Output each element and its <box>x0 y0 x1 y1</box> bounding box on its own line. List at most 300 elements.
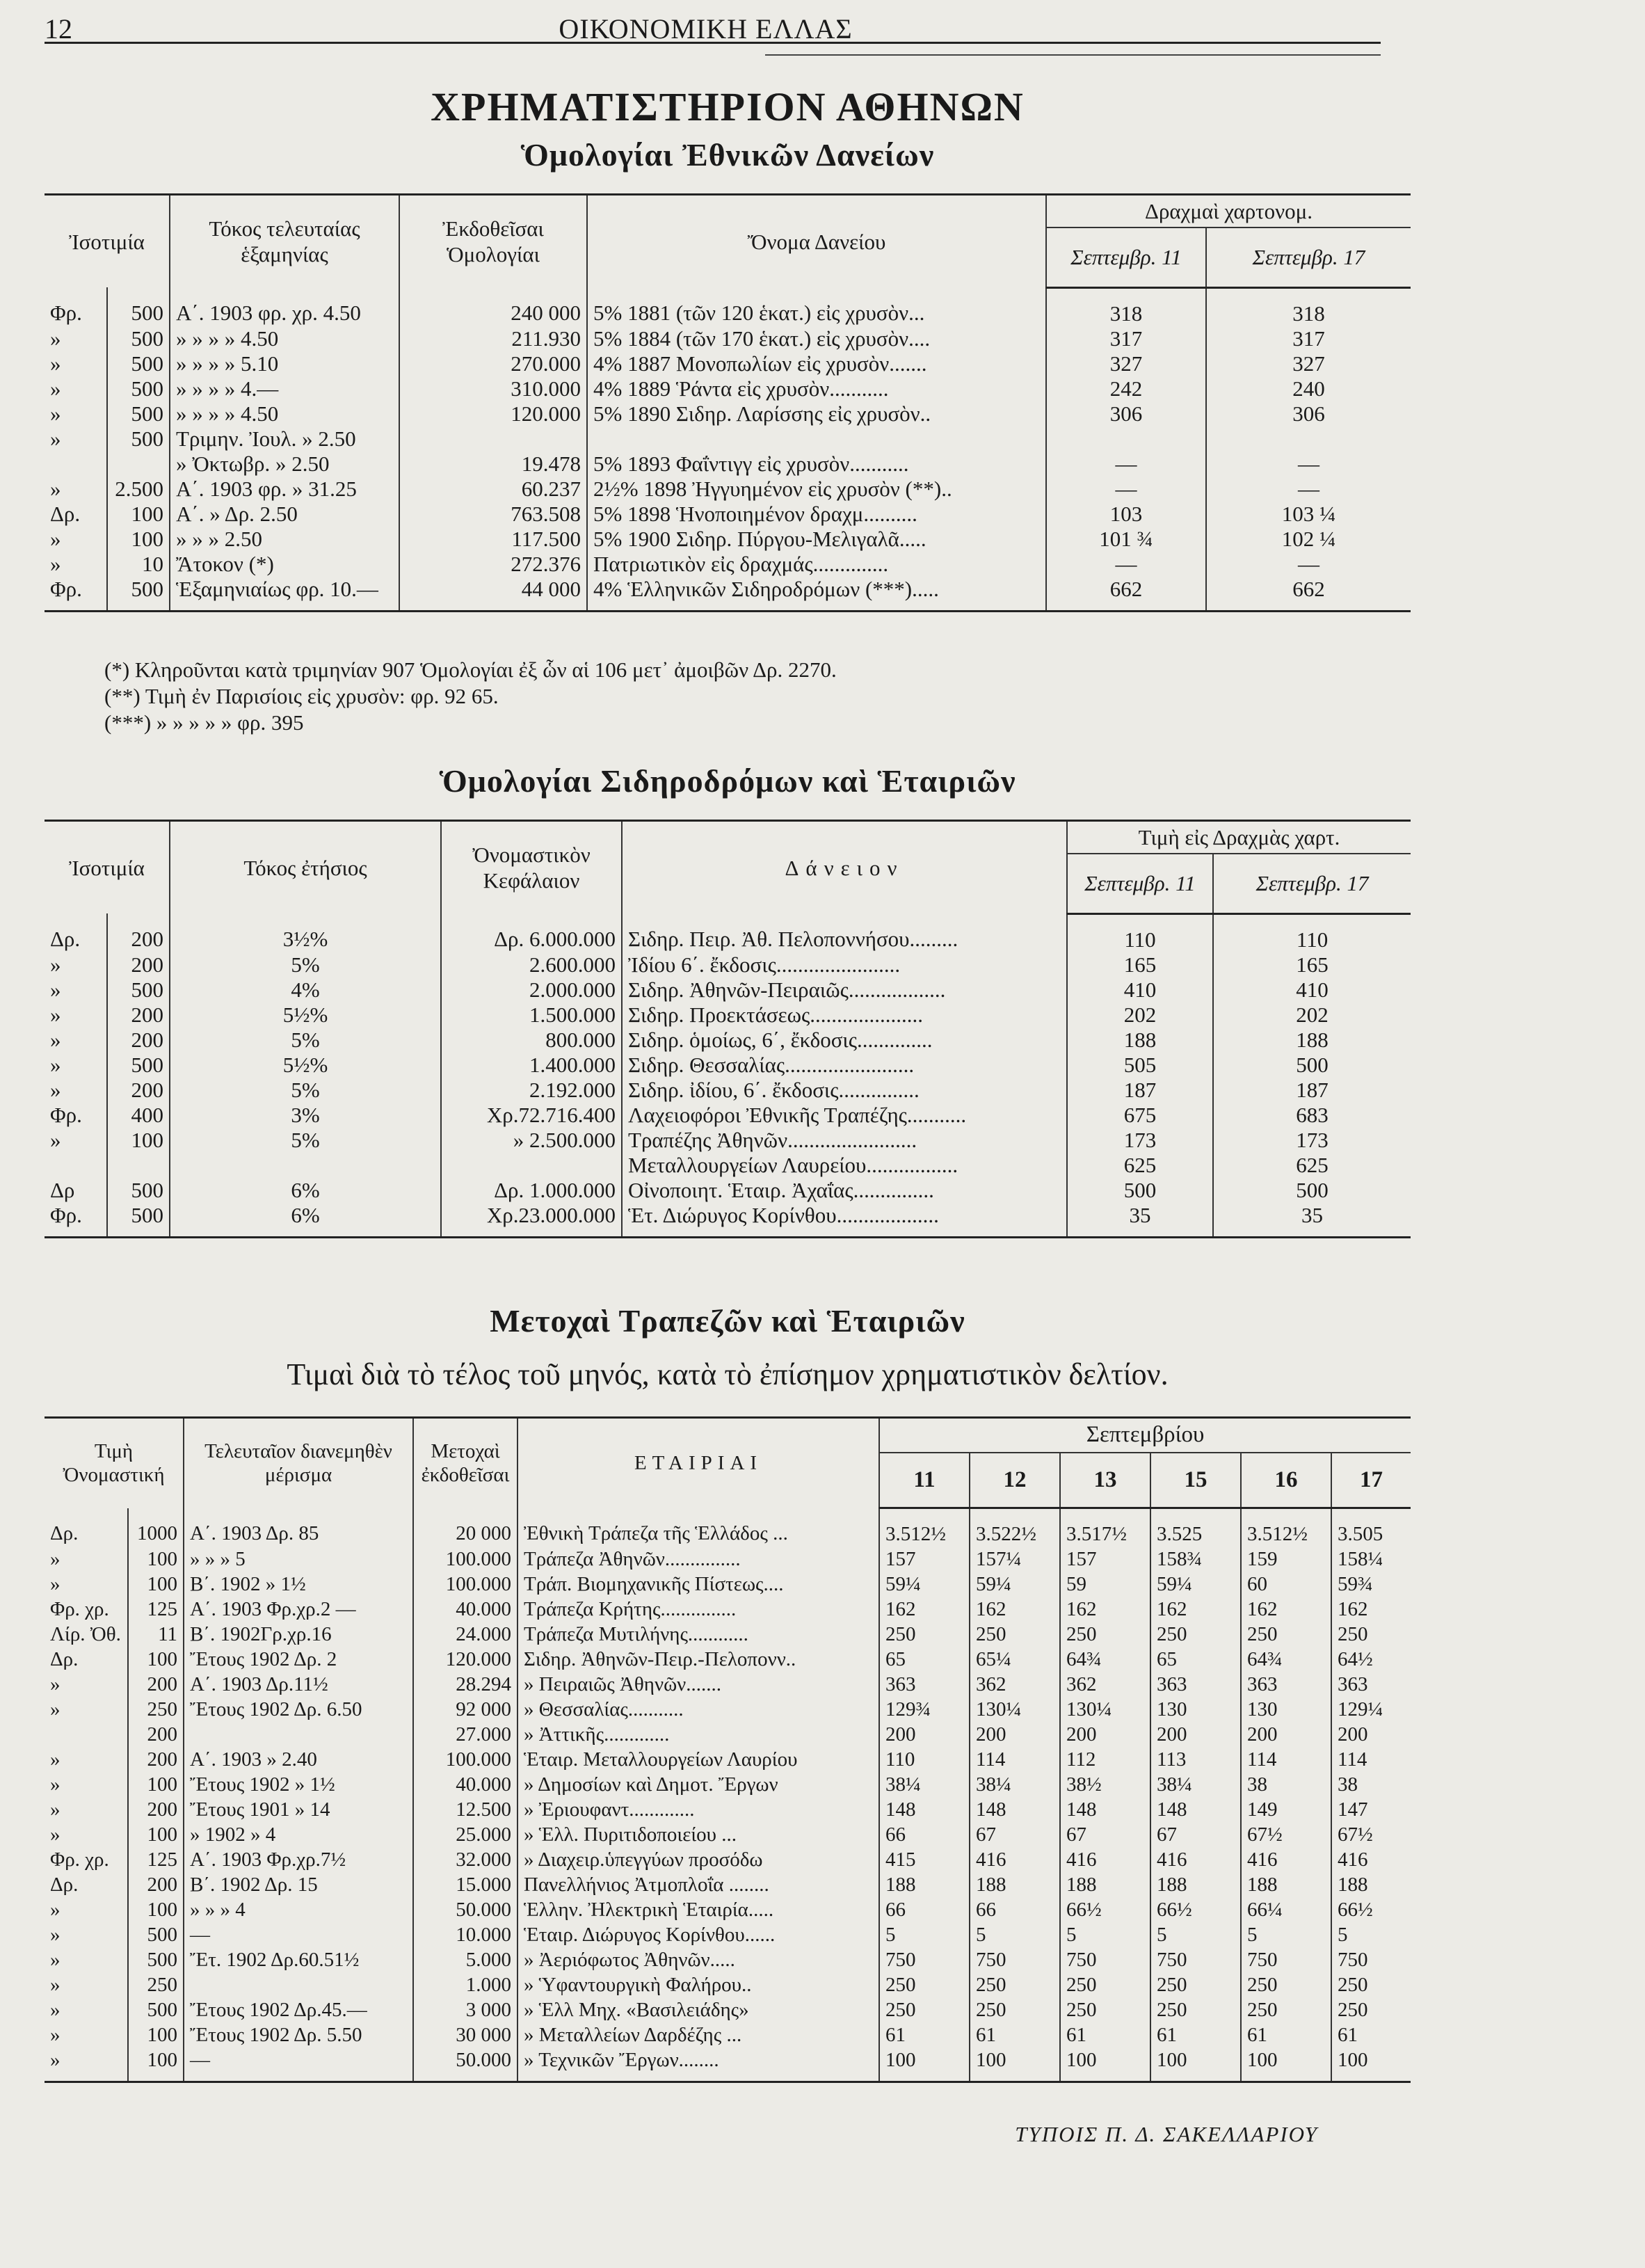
bonds-issued: 120.000 <box>399 401 587 426</box>
price-day: 5 <box>1241 1922 1331 1947</box>
currency: » <box>45 1697 128 1722</box>
company-name: Τράπεζα Ἀθηνῶν............... <box>517 1547 879 1572</box>
table-row <box>45 577 1411 612</box>
par-value: 200 <box>107 1003 170 1028</box>
price-day: 250 <box>1338 1623 1368 1646</box>
price-day: 250 <box>879 1622 970 1647</box>
table-row <box>45 1078 1411 1103</box>
price-day: 59 <box>1060 1572 1150 1597</box>
nominal-value: 200 <box>128 1797 184 1822</box>
coupon: » » » » 4.50 <box>170 326 399 351</box>
currency: » <box>45 351 107 376</box>
nominal-value: 1000 <box>128 1508 184 1547</box>
price-day: 66½ <box>1150 1897 1241 1922</box>
bonds-issued: 763.508 <box>399 502 587 527</box>
price-day: 61 <box>1060 2022 1150 2047</box>
shares-issued: 100.000 <box>413 1747 517 1772</box>
shares-issued: 50.000 <box>413 1897 517 1922</box>
table-row <box>45 1672 1411 1697</box>
price-sep-11 <box>1046 426 1206 452</box>
price-day: 750 <box>1241 1947 1331 1972</box>
currency: » <box>45 426 107 452</box>
nominal-value: 500 <box>128 1947 184 1972</box>
header-group-september: Σεπτεμβρίου <box>879 1418 1411 1453</box>
table-row <box>45 913 1411 952</box>
last-dividend: Ἔτους 1901 » 14 <box>184 1797 413 1822</box>
price-day: 61 <box>1150 2022 1241 2047</box>
price-day: 38¼ <box>970 1772 1060 1797</box>
price-sep-11: 165 <box>1067 952 1213 977</box>
table-row <box>45 1597 1411 1622</box>
price-day: 5 <box>1338 1924 1348 1947</box>
company-name: » Μεταλλείων Δαρδέζης ... <box>517 2022 879 2047</box>
price-day: 250 <box>1060 1622 1150 1647</box>
table-row <box>45 401 1411 426</box>
price-sep-11: 306 <box>1046 401 1206 426</box>
price-day: 416 <box>1150 1847 1241 1872</box>
price-sep-17 <box>1206 426 1411 452</box>
price-day: 66½ <box>1338 1899 1373 1922</box>
price-day: 130¼ <box>1060 1697 1150 1722</box>
price-day: 149 <box>1241 1797 1331 1822</box>
price-day: 250 <box>970 1997 1060 2022</box>
loan-name: Σιδηρ. Θεσσαλίας........................ <box>622 1053 1067 1078</box>
price-sep-17: 188 <box>1296 1027 1329 1052</box>
price-sep-17: 683 <box>1296 1102 1329 1127</box>
price-day: 100 <box>1241 2047 1331 2082</box>
shares-issued: 15.000 <box>413 1872 517 1897</box>
price-sep-17: 662 <box>1206 577 1411 612</box>
currency: » <box>45 1547 128 1572</box>
price-sep-11: — <box>1046 477 1206 502</box>
par-value: 500 <box>107 351 170 376</box>
price-sep-11: 327 <box>1046 351 1206 376</box>
shares-issued: 10.000 <box>413 1922 517 1947</box>
annual-interest: 5% <box>170 1028 441 1053</box>
price-day: 112 <box>1060 1747 1150 1772</box>
par-value: 200 <box>107 1028 170 1053</box>
par-value: 100 <box>107 502 170 527</box>
shares-issued: 50.000 <box>413 2047 517 2082</box>
price-day: 67 <box>1060 1822 1150 1847</box>
price-day: 100 <box>970 2047 1060 2082</box>
price-day: 5 <box>1150 1922 1241 1947</box>
price-day: 64¾ <box>1060 1647 1150 1672</box>
price-day: 114 <box>1338 1748 1367 1771</box>
last-dividend: Α΄. 1903 » 2.40 <box>184 1747 413 1772</box>
nominal-value: 125 <box>128 1847 184 1872</box>
table-row <box>45 1647 1411 1672</box>
loan-name: 5% 1884 (τῶν 170 ἑκατ.) εἰς χρυσὸν.... <box>587 326 1046 351</box>
price-sep-17: 35 <box>1213 1203 1411 1238</box>
price-day: 416 <box>1338 1848 1368 1871</box>
nominal-value: 250 <box>128 1972 184 1997</box>
currency: Δρ. <box>45 1647 128 1672</box>
company-name: » Τεχνικῶν Ἔργων........ <box>517 2047 879 2082</box>
price-sep-11: 500 <box>1067 1178 1213 1203</box>
price-day: 148 <box>970 1797 1060 1822</box>
last-dividend: » 1902 » 4 <box>184 1822 413 1847</box>
price-day: 158¾ <box>1150 1547 1241 1572</box>
nominal-value: 250 <box>128 1697 184 1722</box>
last-dividend: Ἔτους 1902 Δρ. 2 <box>184 1647 413 1672</box>
par-value: 500 <box>107 326 170 351</box>
nominal-value: 200 <box>128 1722 184 1747</box>
section-title-railway-bonds: Ὁμολογίαι Σιδηροδρόμων καὶ Ἑταιριῶν <box>439 763 1016 799</box>
price-day: 38¼ <box>879 1772 970 1797</box>
price-sep-11: 110 <box>1067 913 1213 952</box>
nominal-capital: 2.600.000 <box>441 952 622 977</box>
table-row <box>45 1897 1411 1922</box>
shares-issued: 32.000 <box>413 1847 517 1872</box>
price-day: 157 <box>1060 1547 1150 1572</box>
company-name: Ἐθνικὴ Τράπεζα τῆς Ἑλλάδος ... <box>517 1508 879 1547</box>
table-row <box>45 1572 1411 1597</box>
loan-name: Σιδηρ. ὁμοίως, 6΄, ἔκδοσις.............. <box>622 1028 1067 1053</box>
header-daneion: Δάνειον <box>622 821 1067 914</box>
table-row <box>45 1697 1411 1722</box>
price-sep-11: 101 ¾ <box>1046 527 1206 552</box>
price-sep-17: 327 <box>1292 351 1325 376</box>
price-sep-11: 662 <box>1046 577 1206 612</box>
table-row <box>45 1103 1411 1128</box>
table-row <box>45 952 1411 977</box>
price-day: 130 <box>1241 1697 1331 1722</box>
price-day: 65 <box>1150 1647 1241 1672</box>
currency: » <box>45 1822 128 1847</box>
loan-name: 5% 1890 Σιδηρ. Λαρίσσης εἰς χρυσὸν.. <box>587 401 1046 426</box>
header-date-11: Σεπτεμβρ. 11 <box>1046 227 1206 287</box>
price-day: 60 <box>1241 1572 1331 1597</box>
price-sep-17: 202 <box>1296 1002 1329 1027</box>
price-day: 38¼ <box>1150 1772 1241 1797</box>
price-day: 250 <box>1060 1972 1150 1997</box>
price-day: 250 <box>1150 1997 1241 2022</box>
table-row <box>45 1508 1411 1547</box>
loan-name: Σιδηρ. Ἀθηνῶν-Πειραιῶς.................. <box>622 977 1067 1003</box>
price-day: 3.512½ <box>879 1508 970 1547</box>
price-day: 157¼ <box>970 1547 1060 1572</box>
currency: Δρ <box>45 1178 107 1203</box>
price-day: 59¼ <box>879 1572 970 1597</box>
nominal-capital: Δρ. 6.000.000 <box>441 913 622 952</box>
page-title: ΧΡΗΜΑΤΙΣΤΗΡΙΟΝ ΑΘΗΝΩΝ <box>431 84 1025 129</box>
par-value: 400 <box>107 1103 170 1128</box>
nominal-value: 100 <box>128 2022 184 2047</box>
price-day: 113 <box>1150 1747 1241 1772</box>
price-sep-17: 625 <box>1296 1152 1329 1177</box>
last-dividend <box>184 1722 413 1747</box>
header-day: 15 <box>1150 1453 1241 1508</box>
table-row <box>45 502 1411 527</box>
currency: » <box>45 1772 128 1797</box>
price-day: 3.522½ <box>970 1508 1060 1547</box>
price-day: 130¼ <box>970 1697 1060 1722</box>
header-day: 16 <box>1241 1453 1331 1508</box>
price-day: 114 <box>970 1747 1060 1772</box>
shares-issued: 40.000 <box>413 1597 517 1622</box>
currency: Φρ. <box>45 287 107 326</box>
price-day: 66 <box>970 1897 1060 1922</box>
bonds-issued <box>399 426 587 452</box>
currency: » <box>45 477 107 502</box>
bonds-issued: 310.000 <box>399 376 587 401</box>
price-sep-17: 318 <box>1292 301 1325 326</box>
header-tokos: Τόκος ἐτήσιος <box>170 821 441 914</box>
table-row <box>45 1622 1411 1647</box>
price-day: 148 <box>1060 1797 1150 1822</box>
price-day: 250 <box>1241 1972 1331 1997</box>
coupon: Α΄. 1903 φρ. χρ. 4.50 <box>170 287 399 326</box>
currency: Φρ. <box>45 1103 107 1128</box>
annual-interest: 3½% <box>170 913 441 952</box>
table-row <box>45 477 1411 502</box>
price-day: 67 <box>970 1822 1060 1847</box>
table-row <box>45 552 1411 577</box>
bonds-issued: 60.237 <box>399 477 587 502</box>
company-name: » Θεσσαλίας........... <box>517 1697 879 1722</box>
currency: » <box>45 527 107 552</box>
price-sep-17: 410 <box>1296 977 1329 1002</box>
shares-issued: 25.000 <box>413 1822 517 1847</box>
company-name: » Ἑλλ. Πυριτιδοποιείου ... <box>517 1822 879 1847</box>
currency <box>45 452 107 477</box>
price-day: 250 <box>970 1622 1060 1647</box>
footnote: (***) » » » » » φρ. 395 <box>104 710 304 735</box>
last-dividend: Α΄. 1903 Φρ.χρ.7½ <box>184 1847 413 1872</box>
header-group: Τιμὴ εἰς Δραχμὰς χαρτ. <box>1067 821 1411 854</box>
last-dividend: Ἔτ. 1902 Δρ.60.51½ <box>184 1947 413 1972</box>
loan-name: 2½% 1898 Ἠγγυημένον εἰς χρυσὸν (**).. <box>587 477 1046 502</box>
currency <box>45 1153 107 1178</box>
price-day: 59¼ <box>970 1572 1060 1597</box>
page-number: 12 <box>45 13 72 45</box>
national-loans-table <box>45 193 1411 612</box>
currency: » <box>45 326 107 351</box>
price-day: 61 <box>1241 2022 1331 2047</box>
loan-name <box>587 426 1046 452</box>
table-row <box>45 1772 1411 1797</box>
footnotes <box>104 657 837 736</box>
annual-interest: 5% <box>170 1128 441 1153</box>
company-name: Πανελλήνιος Ἀτμοπλοΐα ........ <box>517 1872 879 1897</box>
annual-interest <box>170 1153 441 1178</box>
company-name: » Ὑφαντουργικὴ Φαλήρου.. <box>517 1972 879 1997</box>
loan-name: Τραπέζης Ἀθηνῶν........................ <box>622 1128 1067 1153</box>
company-name: » Διαχειρ.ὑπεγγύων προσόδω <box>517 1847 879 1872</box>
coupon: Τριμην. Ἰουλ. » 2.50 <box>170 426 399 452</box>
last-dividend: Ἔτους 1902 » 1½ <box>184 1772 413 1797</box>
par-value: 500 <box>107 577 170 612</box>
price-day: 750 <box>1338 1949 1368 1972</box>
header-etairiai: ΕΤΑΙΡΙΑΙ <box>517 1418 879 1508</box>
price-day: 162 <box>1338 1598 1368 1621</box>
price-sep-11: — <box>1046 452 1206 477</box>
price-day: 38 <box>1338 1773 1358 1796</box>
table-row <box>45 2047 1411 2082</box>
last-dividend: Ἔτους 1902 Δρ.45.— <box>184 1997 413 2022</box>
loan-name: Πατριωτικὸν εἰς δραχμάς.............. <box>587 552 1046 577</box>
table-row <box>45 527 1411 552</box>
coupon: Α΄. » Δρ. 2.50 <box>170 502 399 527</box>
table-row <box>45 2022 1411 2047</box>
annual-interest: 5% <box>170 1078 441 1103</box>
price-day: 158¼ <box>1338 1548 1383 1571</box>
price-day: 250 <box>970 1972 1060 1997</box>
currency: » <box>45 1028 107 1053</box>
nominal-value: 11 <box>128 1622 184 1647</box>
shares-issued: 100.000 <box>413 1547 517 1572</box>
price-day: 415 <box>879 1847 970 1872</box>
table-row <box>45 452 1411 477</box>
annual-interest: 4% <box>170 977 441 1003</box>
par-value <box>107 452 170 477</box>
currency: » <box>45 952 107 977</box>
company-name: Τράπεζα Μυτιλήνης............ <box>517 1622 879 1647</box>
annual-interest: 5½% <box>170 1053 441 1078</box>
company-name: » Ἀττικῆς............. <box>517 1722 879 1747</box>
running-title: ΟΙΚΟΝΟΜΙΚΗ ΕΛΛΑΣ <box>559 13 853 45</box>
price-day: 5 <box>970 1922 1060 1947</box>
currency: Φρ. χρ. <box>45 1597 128 1622</box>
currency: Δρ. <box>45 913 107 952</box>
currency: » <box>45 1947 128 1972</box>
header-rule-secondary <box>765 54 1381 56</box>
price-sep-17: 165 <box>1296 952 1329 977</box>
price-day: 3.512½ <box>1241 1508 1331 1547</box>
nominal-capital: Δρ. 1.000.000 <box>441 1178 622 1203</box>
nominal-value: 100 <box>128 1647 184 1672</box>
price-day: 38 <box>1241 1772 1331 1797</box>
price-sep-11: 187 <box>1067 1078 1213 1103</box>
last-dividend: » » » 4 <box>184 1897 413 1922</box>
currency: » <box>45 1128 107 1153</box>
shares-issued: 100.000 <box>413 1572 517 1597</box>
price-sep-11: 318 <box>1046 287 1206 326</box>
company-name: » Πειραιῶς Ἀθηνῶν....... <box>517 1672 879 1697</box>
price-day: 162 <box>879 1597 970 1622</box>
table-row <box>45 1872 1411 1897</box>
railway-bonds-table <box>45 820 1411 1238</box>
currency: Φρ. <box>45 1203 107 1238</box>
last-dividend: Α΄. 1903 Δρ. 85 <box>184 1508 413 1547</box>
loan-name: 4% Ἑλληνικῶν Σιδηροδρόμων (***)..... <box>587 577 1046 612</box>
price-day: 65 <box>879 1647 970 1672</box>
header-ekdothisai: Ἐκδοθεῖσαι Ὁμολογίαι <box>399 195 587 288</box>
header-timi: Τιμὴ Ὀνομαστική <box>45 1418 184 1508</box>
currency: » <box>45 1672 128 1697</box>
header-onoma: Ὄνομα Δανείου <box>587 195 1046 288</box>
shares-issued: 28.294 <box>413 1672 517 1697</box>
last-dividend: Β΄. 1902 » 1½ <box>184 1572 413 1597</box>
last-dividend: » » » 5 <box>184 1547 413 1572</box>
loan-name: Λαχειοφόροι Ἐθνικῆς Τραπέζης........... <box>622 1103 1067 1128</box>
bonds-issued: 270.000 <box>399 351 587 376</box>
price-day: 162 <box>1060 1597 1150 1622</box>
table-row <box>45 1053 1411 1078</box>
price-sep-17: 500 <box>1296 1177 1329 1202</box>
currency: Δρ. <box>45 1872 128 1897</box>
loan-name: 5% 1898 Ἡνοποιημένον δραχμ.......... <box>587 502 1046 527</box>
shares-issued: 30 000 <box>413 2022 517 2047</box>
price-day: 200 <box>1150 1722 1241 1747</box>
shares-issued: 12.500 <box>413 1797 517 1822</box>
bonds-issued: 117.500 <box>399 527 587 552</box>
currency: Φρ. <box>45 577 107 612</box>
price-day: 59¾ <box>1338 1573 1373 1596</box>
running-header <box>45 8 1367 50</box>
price-sep-17: — <box>1298 476 1320 501</box>
currency: » <box>45 401 107 426</box>
loan-name: 4% 1889 Ῥάντα εἰς χρυσὸν........... <box>587 376 1046 401</box>
table-row <box>45 1203 1411 1238</box>
nominal-capital: » 2.500.000 <box>441 1128 622 1153</box>
price-day: 750 <box>879 1947 970 1972</box>
price-sep-11: — <box>1046 552 1206 577</box>
table-row <box>45 1028 1411 1053</box>
loan-name: Οἰνοποιητ. Ἑταιρ. Ἀχαΐας............... <box>622 1178 1067 1203</box>
last-dividend: Ἔτους 1902 Δρ. 6.50 <box>184 1697 413 1722</box>
price-day: 67½ <box>1338 1823 1373 1846</box>
table-row <box>45 351 1411 376</box>
nominal-capital: 1.500.000 <box>441 1003 622 1028</box>
price-day: 188 <box>1338 1874 1368 1896</box>
header-day: 12 <box>970 1453 1060 1508</box>
par-value: 200 <box>107 952 170 977</box>
price-day: 200 <box>970 1722 1060 1747</box>
price-day: 66½ <box>1060 1897 1150 1922</box>
price-day: 250 <box>1060 1997 1150 2022</box>
shares-table <box>45 1416 1411 2083</box>
nominal-value: 100 <box>128 1822 184 1847</box>
shares-issued: 120.000 <box>413 1647 517 1672</box>
table-row <box>45 1922 1411 1947</box>
header-date-17: Σεπτεμβρ. 17 <box>1213 854 1411 913</box>
price-day: 5 <box>879 1922 970 1947</box>
nominal-value: 100 <box>128 1897 184 1922</box>
table-row <box>45 1747 1411 1772</box>
price-day: 200 <box>879 1722 970 1747</box>
table-row <box>45 1003 1411 1028</box>
price-day: 3.525 <box>1150 1508 1241 1547</box>
price-day: 65¼ <box>970 1647 1060 1672</box>
last-dividend: Β΄. 1902 Δρ. 15 <box>184 1872 413 1897</box>
header-metoxai: Μετοχαὶ ἐκδοθεῖσαι <box>413 1418 517 1508</box>
currency: » <box>45 552 107 577</box>
price-sep-17: — <box>1298 451 1320 476</box>
coupon: Α΄. 1903 φρ. » 31.25 <box>170 477 399 502</box>
last-dividend: Α΄. 1903 Φρ.χρ.2 — <box>184 1597 413 1622</box>
price-sep-11: 317 <box>1046 326 1206 351</box>
header-date-17: Σεπτεμβρ. 17 <box>1206 227 1411 287</box>
par-value: 500 <box>107 977 170 1003</box>
table-row <box>45 1128 1411 1153</box>
nominal-capital: Χρ.23.000.000 <box>441 1203 622 1238</box>
shares-issued: 5.000 <box>413 1947 517 1972</box>
shares-issued: 20 000 <box>413 1508 517 1547</box>
price-sep-11: 188 <box>1067 1028 1213 1053</box>
price-sep-17: 110 <box>1296 927 1329 952</box>
price-day: 100 <box>1150 2047 1241 2082</box>
price-sep-11: 202 <box>1067 1003 1213 1028</box>
par-value: 500 <box>107 401 170 426</box>
header-date-11: Σεπτεμβρ. 11 <box>1067 854 1213 913</box>
shares-issued: 1.000 <box>413 1972 517 1997</box>
price-day: 59¼ <box>1150 1572 1241 1597</box>
par-value <box>107 1153 170 1178</box>
price-day: 64¾ <box>1241 1647 1331 1672</box>
section-note: Τιμαὶ διὰ τὸ τέλος τοῦ μηνός, κατὰ τὸ ἐπίσημον χρηματιστικὸν δελτίον. <box>287 1357 1169 1391</box>
